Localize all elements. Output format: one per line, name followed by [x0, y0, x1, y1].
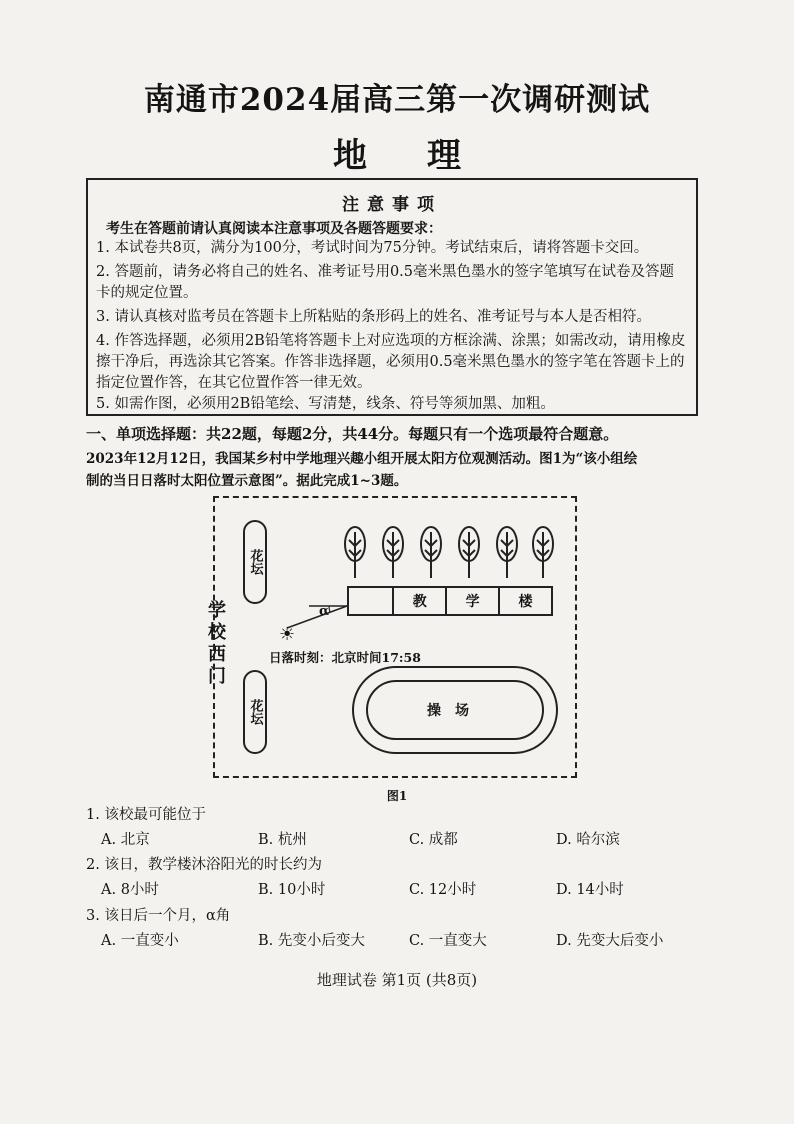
- passage-line-2: 制的当日日落时太阳位置示意图”。据此完成1~3题。: [86, 473, 408, 489]
- passage-line-1: 2023年12月12日，我国某乡村中学地理兴趣小组开展太阳方位观测活动。图1为“该小组绘: [86, 451, 638, 467]
- notice-item-2: 2. 答题前，请务必将自己的姓名、准考证号用0.5毫米黑色墨水的签字笔填写在试卷及答题卡的规定位置。: [96, 264, 674, 301]
- question-3-stem: 3. 该日后一个月，α角: [86, 908, 231, 924]
- notice-intro: 考生在答题前请认真阅读本注意事项及各题答题要求：: [106, 221, 442, 237]
- notice-title: 注意事项: [342, 195, 442, 215]
- building-cell: 楼: [498, 588, 551, 614]
- notice-item-4: 4. 作答选择题，必须用2B铅笔将答题卡上对应选项的方框涂满、涂黑；如需改动，请用橡皮擦干净后，再选涂其它答案。作答非选择题，必须用0.5毫米黑色墨水的签字笔在答题卡上的指定位置作答，在其它位置作答一律无效。: [96, 333, 686, 391]
- question-3-option-b: B. 先变小后变大: [258, 933, 365, 949]
- page-footer: 地理试卷 第1页 (共8页): [316, 971, 478, 989]
- question-3-option-d: D. 先变大后变小: [556, 933, 664, 949]
- figure-caption: 图1: [386, 789, 408, 803]
- gate-char: 门: [208, 666, 226, 687]
- playground-field: 操场: [366, 680, 544, 740]
- notice-item-3: 3. 请认真核对监考员在答题卡上所粘贴的条形码上的姓名、准考证号与本人是否相符。: [96, 309, 651, 325]
- question-1-option-c: C. 成都: [409, 832, 458, 848]
- question-2-option-a: A. 8小时: [101, 882, 159, 898]
- sun-icon: ☀: [279, 624, 296, 645]
- question-2-option-c: C. 12小时: [409, 882, 477, 898]
- question-3-option-c: C. 一直变大: [409, 933, 487, 949]
- notice-item-1: 1. 本试卷共8页，满分为100分，考试时间为75分钟。考试结束后，请将答题卡交回。: [96, 240, 649, 256]
- sunset-time-label: 日落时刻：北京时间17:58: [269, 650, 421, 665]
- sun-ray-line: [287, 606, 347, 628]
- building-cell: 教: [392, 588, 445, 614]
- notice-box: [86, 178, 698, 416]
- question-1-option-a: A. 北京: [101, 832, 150, 848]
- angle-arc: [329, 606, 330, 612]
- question-2-stem: 2. 该日，教学楼沐浴阳光的时长约为: [86, 857, 322, 873]
- question-2-option-d: D. 14小时: [556, 882, 624, 898]
- building-cell: 学: [445, 588, 498, 614]
- tree-row-icon: [327, 526, 557, 582]
- teaching-building: [347, 586, 553, 616]
- flowerbed-north: 花坛: [243, 520, 267, 604]
- gate-char: 学: [208, 600, 226, 621]
- question-1-option-b: B. 杭州: [258, 832, 307, 848]
- question-1-stem: 1. 该校最可能位于: [86, 807, 206, 823]
- section-heading: 一、单项选择题：共22题，每题2分，共44分。每题只有一个选项最符合题意。: [86, 425, 619, 443]
- notice-item-5: 5. 如需作图，必须用2B铅笔绘、写清楚，线条、符号等须加黑、加粗。: [96, 396, 555, 412]
- subject-title: 地理: [333, 136, 521, 176]
- question-3-option-a: A. 一直变小: [101, 933, 179, 949]
- question-2-option-b: B. 10小时: [258, 882, 326, 898]
- flowerbed-south: 花坛: [243, 670, 267, 754]
- alpha-label: α: [319, 604, 330, 619]
- figure-1-map: [213, 496, 577, 778]
- gate-char: 西: [208, 644, 226, 665]
- question-1-option-d: D. 哈尔滨: [556, 832, 620, 848]
- gate-char: 校: [208, 622, 226, 643]
- page-title: 南通市2024届高三第一次调研测试: [143, 82, 651, 118]
